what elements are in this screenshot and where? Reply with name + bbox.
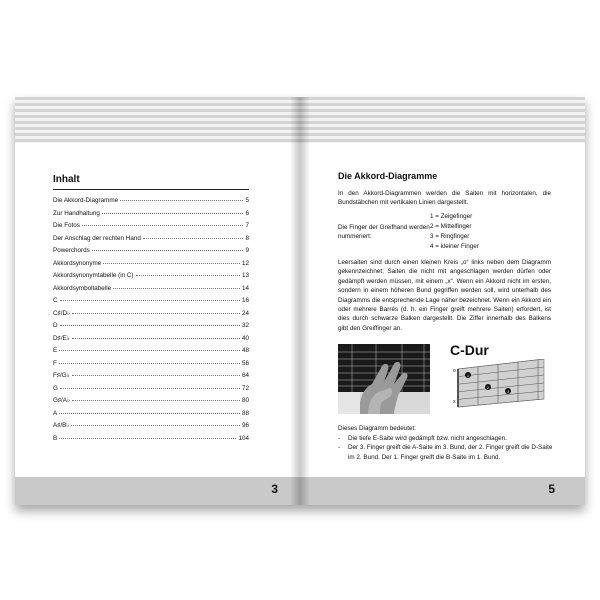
toc-entry-title: C♯/D♭: [53, 309, 70, 317]
toc-dot-leader: [102, 213, 244, 214]
toc-entry-page: 32: [241, 322, 249, 329]
toc-heading: Inhalt: [53, 174, 80, 185]
bullet-dash: -: [338, 444, 341, 452]
toc-entry-title: A♯/B♭: [53, 422, 70, 429]
page-footer: [300, 477, 585, 505]
toc-entry-page: 88: [241, 409, 249, 417]
toc-entry-title: D♯/E♭: [53, 334, 70, 342]
toc-dot-leader: [82, 225, 244, 226]
finger-item: 3 = Ringfinger: [430, 233, 470, 240]
toc-entry-page: 7: [245, 222, 249, 229]
toc-dot-leader: [92, 250, 244, 251]
list-item-text: Die tiefe E-Saite wird gedämpft bzw. nicht angeschlagen.: [348, 435, 507, 442]
toc-entry-title: Akkordsynonymtabelle (in C): [53, 272, 134, 279]
toc-entry-title: Akkordsymboltabelle: [53, 284, 112, 292]
toc-dot-leader: [71, 425, 240, 426]
section-heading: Die Akkord-Diagramme: [338, 171, 438, 181]
toc-entry-title: Der Anschlag der rechten Hand: [53, 234, 141, 242]
toc-entry-title: F: [53, 359, 57, 367]
toc-entry-title: C: [53, 297, 58, 304]
toc-entry: [53, 385, 249, 398]
toc-entry-title: Akkordsynonyme: [53, 259, 102, 267]
toc-entry-page: 48: [241, 347, 249, 354]
toc-entry-page: 5: [245, 197, 249, 204]
toc-entry: [53, 247, 249, 260]
right-page: [300, 97, 585, 505]
list-item: [338, 434, 554, 443]
toc-dot-leader: [59, 363, 240, 364]
chord-diagram: [450, 359, 550, 411]
toc-entry-title: A: [53, 409, 58, 417]
toc-dot-leader: [59, 438, 236, 439]
body-paragraph: Leersaiten sind durch einen kleinen Kreis „o“ links neben dem Diagramm gekennzeichnet; Saiten die nicht mit angeschlagen werden dürfen oder gedämpft werden müssen, mit einem „x“. Wenn ein Akkord nicht im ersten, sondern in einem höheren Bund gegriffen werden soll, wird unterhalb des Diagramms die entsprechende Lage näher bezeichnet. Wenn ein Akkord ein oder mehrere Barrés (d. h. ein Finger greift mehrere Saiten) erfordert, ist dies durch schwarze Balken dargestellt. Die Ziffer innerhalb des Balkens gibt den Greiffinger an.: [338, 259, 551, 332]
toc-entry-page: 8: [245, 234, 249, 242]
toc-dot-leader: [60, 300, 240, 301]
toc-entry: [53, 435, 249, 448]
left-page: [15, 97, 300, 505]
toc-entry-page: 96: [241, 422, 249, 429]
finger-item: 2 = Mittelfinger: [430, 223, 472, 230]
toc-entry: [53, 372, 249, 385]
finger-numbering-list: [430, 212, 479, 252]
toc-entry: [53, 197, 249, 210]
toc-dot-leader: [72, 375, 240, 376]
finger-item: 1 = Zeigefinger: [430, 213, 473, 220]
list-item-text: Der 3. Finger greift die A-Saite im 3. Bund, der 2. Finger greift die D-Saite im 2. Bund. Der 1. Finger greift die B-Saite im 1. Bund.: [348, 444, 553, 461]
toc-entry: [53, 210, 249, 223]
toc-entry-page: 72: [241, 384, 249, 392]
finger-number: 2: [486, 385, 490, 390]
chord-hand-photo: [338, 344, 430, 414]
toc-dot-leader: [72, 338, 240, 339]
toc-entry-page: 64: [241, 372, 249, 379]
toc-entry-page: 24: [241, 309, 249, 317]
toc-entry-title: G♯/A♭: [53, 397, 70, 404]
toc-entry-page: 104: [238, 434, 249, 442]
toc-dot-leader: [60, 325, 240, 326]
finger-number: 1: [466, 373, 470, 378]
chord-name: C-Dur: [450, 342, 489, 358]
toc-entry-page: 13: [241, 272, 249, 279]
page-number: 5: [548, 482, 555, 496]
toc-entry-title: G: [53, 384, 58, 392]
finger-item: 4 = kleiner Finger: [430, 243, 479, 250]
toc-entry-page: 16: [241, 297, 249, 304]
toc-entry-title: B: [53, 434, 58, 442]
bullets-intro: Dieses Diagramm bedeutet:: [338, 425, 417, 432]
toc-dot-leader: [72, 313, 240, 314]
page-footer: [15, 477, 300, 505]
open-book: [15, 97, 585, 505]
toc-entry-page: 56: [241, 359, 249, 367]
bullet-dash: -: [338, 435, 341, 442]
toc-entry: [53, 322, 249, 335]
finger-number: 3: [506, 389, 510, 394]
toc-entry: [53, 285, 249, 298]
toc-entry-title: D: [53, 322, 58, 329]
toc-entry: [53, 335, 249, 348]
header-stripes: [300, 97, 585, 143]
toc-entry-title: Die Fotos: [53, 222, 80, 229]
toc-entry-page: 80: [241, 397, 249, 404]
toc-dot-leader: [103, 263, 240, 264]
toc-entry-title: E: [53, 347, 58, 354]
page-number: 3: [271, 482, 278, 496]
toc-entry-title: Powerchords: [53, 247, 90, 254]
toc-entry-page: 9: [245, 247, 249, 254]
toc-entry-title: Die Akkord-Diagramme: [53, 197, 119, 204]
toc-list: [53, 197, 249, 447]
toc-divider: [53, 189, 249, 190]
toc-entry: [53, 272, 249, 285]
list-item: [338, 443, 554, 462]
toc-entry: [53, 235, 249, 248]
toc-entry: [53, 360, 249, 373]
toc-entry: [53, 260, 249, 273]
header-stripes: [15, 97, 300, 143]
toc-entry: [53, 222, 249, 235]
toc-entry-page: 6: [245, 209, 249, 217]
toc-entry-page: 40: [241, 334, 249, 342]
explanation-list: [338, 434, 554, 462]
toc-entry-page: 14: [241, 284, 249, 292]
toc-entry: [53, 347, 249, 360]
toc-dot-leader: [59, 350, 240, 351]
toc-entry-title: F♯/G♭: [53, 372, 70, 379]
toc-dot-leader: [72, 400, 240, 401]
toc-entry: [53, 297, 249, 310]
toc-entry-title: Zur Handhaltung: [53, 209, 100, 217]
intro-paragraph: In den Akkord-Diagrammen werden die Saiten mit horizontalen, die Bundstäbchen mit vertikalen Linien dargestellt.: [338, 190, 551, 207]
open-string-marker: o: [453, 368, 456, 374]
toc-entry: [53, 397, 249, 410]
toc-dot-leader: [59, 413, 240, 414]
toc-entry: [53, 410, 249, 423]
toc-dot-leader: [60, 388, 240, 389]
toc-dot-leader: [136, 275, 240, 276]
toc-entry: [53, 422, 249, 435]
toc-entry: [53, 310, 249, 323]
fingers-label: Die Finger der Greifhand werden nummeriert:: [338, 224, 430, 241]
toc-dot-leader: [120, 200, 243, 201]
muted-string-marker: x: [453, 399, 456, 405]
toc-entry-page: 12: [241, 259, 249, 267]
toc-dot-leader: [143, 238, 244, 239]
toc-dot-leader: [113, 288, 240, 289]
